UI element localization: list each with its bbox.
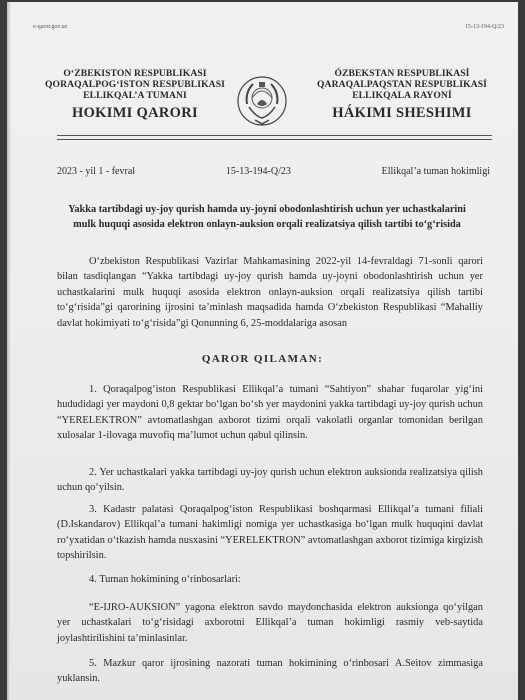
decree-item-5: 5. Mazkur qaror ijrosining nazorati tuman hokimining o‘rinbosari A.Seitov zimmasiga yuklansin. [57,658,483,685]
district-name-kk: ELLIKQALA RAYONÍ [352,90,452,101]
header-rule-top [57,135,492,136]
issuing-office: Ellikqal’a tuman hokimligi [381,166,490,177]
preamble: O‘zbekiston Respublikasi Vazirlar Mahkamasining 2022-yil 14-fevraldagi 71-sonli qarori bilan tasdiqlangan “Yakka tartibdagi uy-joy qurish hamda uy-joyni obodonlashtirish uchun yer uchastkalarini mulk huquqi asosida elektron onlayn-auksion orqali realizatsiya qilish tartibi to‘g‘risida”gi qarorining ijrosini ta’minlash maqsadida hamda O‘zbekiston Respublikasi “Mahalliy davlat hokimiyati to‘g‘risida”gi Qonunning 6, 25-moddalariga asosan [57,256,483,329]
letterhead-karakalpak [299,68,505,122]
document-subject: Yakka tartibdagi uy-joy qurish hamda uy-joyni obodonlashtirish uchun yer uchastkalarini mulk huquqi asosida elektron onlayn-auksion orqali realizatsiya qilish tartibi to‘g‘risida [68,204,466,230]
top-doc-number: 15-13-194-Q/23 [465,24,504,30]
decree-item-3: 3. Kadastr palatasi Qoraqalpog‘iston Respublikasi boshqarmasi Ellikqal’a tumani filiali (D.Iskandarov) Ellikqal’a tumani hakimligi nomiga yer uchastkasiga bo‘lgan mulk huquqini davlat ro‘yxatidan o‘tkazish hamda nusxasini “YERELEKTRON” avtomatlashgan axborot tizimiga kirgizish topshirilsin. [57,504,483,562]
decree-heading: QAROR QILAMAN: [201,353,324,365]
document-number: 15-13-194-Q/23 [225,166,291,177]
country-name-kk: ÓZBEKSTAN RESPUBLIKASÍ [334,68,470,79]
decree-item-4-detail: “E-IJRO-AUKSION” yagona elektron savdo maydonchasida elektron auksionga qo‘yilgan yer uchastkalari to‘g‘risidagi axborotni Ellikqal’a tuman hokimligi rasmiy veb-saytida joylashtirilishini ta’minlasinlar. [57,602,483,644]
document-meta [57,166,490,177]
document-date: 2023 - yil 1 - fevral [57,166,136,177]
document-page [7,2,518,700]
republic-name: QORAQALPOG‘ISTON RESPUBLIKASI [45,79,225,90]
document-type: HOKIMI QARORI [72,105,198,121]
letterhead-uzbek [35,68,235,122]
document-type-kk: HÁKIMI SHESHIMI [332,105,472,121]
district-name: ELLIKQAL’A TUMANI [83,90,187,101]
uzbekistan-state-emblem-icon [235,74,289,128]
decree-item-4: 4. Tuman hokimining o‘rinbosarlari: [89,574,241,585]
top-line [33,24,504,30]
source-site: e-qaror.gov.uz [33,24,68,30]
country-name: O‘ZBEKISTON RESPUBLIKASI [63,68,207,79]
decree-item-1: 1. Qoraqalpog‘iston Respublikasi Ellikqal’a tumani “Sahtiyon” shahar fuqarolar yig‘ini hududidagi yer maydoni 0,8 gektar bo‘lgan bo‘sh yer maydonini yakka tartibdagi uy-joy qurish uchun “YERELEKTRON” avtomatlashgan axborot tizimi orqali vakolatli organlar tomonidan berilgan xulosalar 1-ilovaga muvofiq ma’lumot uchun qabul qilinsin. [57,384,483,442]
decree-item-2: 2. Yer uchastkalari yakka tartibdagi uy-joy qurish uchun elektron auksionda realizatsiya qilish uchun qo‘yilsin. [57,467,483,494]
header-rule-bottom [57,139,492,140]
republic-name-kk: QARAQALPAQSTAN RESPUBLIKASÍ [317,79,487,90]
